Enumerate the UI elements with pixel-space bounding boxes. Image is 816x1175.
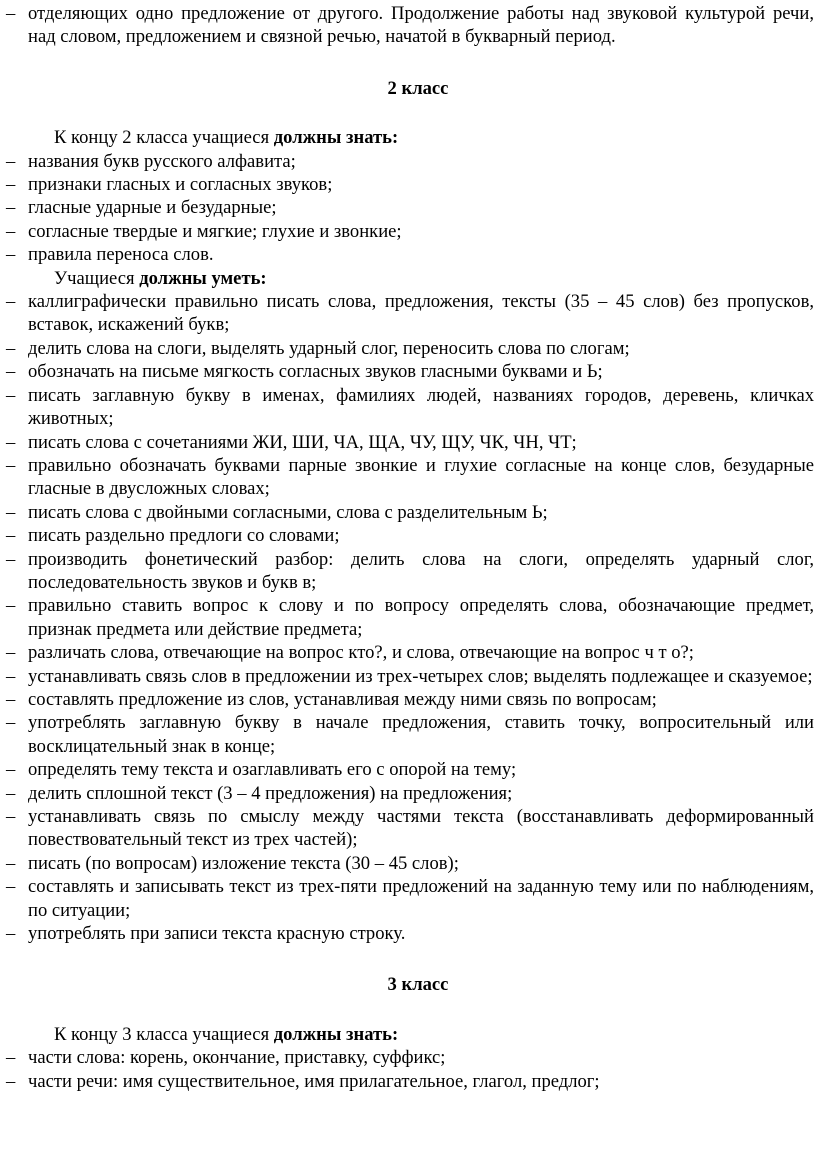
item-text: согласные твердые и мягкие; глухие и звонкие;: [28, 220, 402, 242]
list-item: [6, 337, 814, 360]
list-item: [6, 1070, 814, 1093]
bullet-dash: –: [6, 688, 16, 710]
list-item: [6, 290, 814, 337]
item-text: части речи: имя существительное, имя прилагательное, глагол, предлог;: [28, 1070, 600, 1092]
bullet-dash: –: [6, 501, 16, 523]
list-item: [6, 243, 814, 266]
item-text: различать слова, отвечающие на вопрос кто?, и слова, отвечающие на вопрос ч т о?;: [28, 642, 694, 664]
bullet-dash: –: [6, 431, 16, 453]
item-text: отделяющих одно предложение от другого. Продолжение работы над звуковой культурой речи, над словом, предложением и связной речью, начатой в букварный период.: [28, 3, 814, 48]
list-item: [6, 665, 814, 688]
bullet-dash: –: [6, 665, 16, 687]
know-list: [6, 150, 814, 267]
item-text: составлять предложение из слов, устанавливая между ними связь по вопросам;: [28, 688, 657, 710]
intro-text: Учащиеся: [54, 267, 140, 289]
item-text: писать слова с двойными согласными, слова с разделительным Ь;: [28, 501, 548, 523]
know-intro: [6, 1023, 814, 1046]
bullet-dash: –: [6, 384, 16, 406]
bullet-dash: –: [6, 782, 16, 804]
bullet-dash: –: [6, 806, 16, 827]
list-item: [6, 384, 814, 431]
bullet-dash: –: [6, 291, 16, 313]
item-text: устанавливать связь слов в предложении из трех-четырех слов; выделять подлежащее и сказуемое;: [28, 665, 813, 687]
item-text: употреблять при записи текста красную строку.: [28, 923, 406, 945]
list-item: [6, 501, 814, 524]
bullet-dash: –: [6, 876, 16, 898]
item-text: писать раздельно предлоги со словами;: [28, 525, 340, 547]
list-item: [6, 852, 814, 875]
item-text: делить сплошной текст (3 – 4 предложения) на предложения;: [28, 782, 513, 804]
bullet-dash: –: [6, 361, 16, 383]
item-text: правильно обозначать буквами парные звонкие и глухие согласные на конце слов, безударные гласные в двусложных словах;: [28, 454, 814, 500]
bullet-dash: –: [6, 712, 16, 734]
item-text: писать (по вопросам) изложение текста (30 – 45 слов);: [28, 852, 459, 874]
list-item: [6, 360, 814, 383]
list-item: [6, 641, 814, 664]
intro-text: К концу 3 класса учащиеся: [54, 1023, 274, 1045]
list-item: [6, 220, 814, 243]
bullet-dash: –: [6, 548, 16, 570]
bullet-dash: –: [6, 174, 16, 196]
bullet-dash: –: [6, 1070, 16, 1092]
section-heading-grade-3: 3 класс: [387, 974, 449, 996]
bullet-dash: –: [6, 525, 16, 547]
able-intro: [6, 267, 814, 290]
list-item: [6, 875, 814, 922]
item-text: определять тему текста и озаглавливать его с опорой на тему;: [28, 759, 517, 781]
know-list: [6, 1046, 814, 1093]
know-intro: [6, 126, 814, 149]
item-text: делить слова на слоги, выделять ударный слог, переносить слова по слогам;: [28, 337, 630, 359]
intro-bold: должны знать:: [273, 1023, 399, 1045]
item-text: составлять и записывать текст из трех-пяти предложений на заданную тему или по наблюдениям, по ситуации;: [28, 876, 814, 921]
item-text: правильно ставить вопрос к слову и по вопросу определять слова, обозначающие предмет, признак предмета или действие предмета;: [28, 595, 814, 640]
list-item: [6, 454, 814, 501]
bullet-dash: –: [6, 852, 16, 874]
bullet-dash: –: [6, 197, 16, 219]
list-item: [6, 548, 814, 595]
bullet-dash: –: [6, 595, 16, 617]
item-text: писать слова с сочетаниями ЖИ, ШИ, ЧА, ЩА, ЧУ, ЩУ, ЧК, ЧН, ЧТ;: [28, 431, 577, 453]
intro-text: К концу 2 класса учащиеся: [54, 127, 274, 149]
intro-bold: должны уметь:: [139, 267, 267, 289]
list-item: [6, 594, 814, 641]
bullet-dash: –: [6, 150, 16, 172]
list-item: [6, 1046, 814, 1069]
item-text: признаки гласных и согласных звуков;: [28, 174, 333, 196]
bullet-dash: –: [6, 759, 16, 781]
bullet-dash: –: [6, 642, 16, 664]
section-heading-grade-2: 2 класс: [387, 77, 449, 99]
item-text: гласные ударные и безударные;: [28, 197, 277, 219]
item-text: части слова: корень, окончание, приставку, суффикс;: [28, 1047, 446, 1069]
item-text: производить фонетический разбор: делить слова на слоги, определять ударный слог, последовательность звуков и букв в;: [28, 548, 814, 593]
list-item: [6, 2, 814, 49]
bullet-dash: –: [6, 244, 16, 266]
bullet-dash: –: [6, 220, 16, 242]
list-item: [6, 711, 814, 758]
intro-bold: должны знать:: [273, 127, 399, 149]
item-text: употреблять заглавную букву в начале предложения, ставить точку, вопросительный или восклицательный знак в конце;: [28, 712, 814, 757]
item-text: устанавливать связь по смыслу между частями текста (восстанавливать деформированный повествовательный текст из трех частей);: [28, 806, 814, 851]
bullet-dash: –: [6, 3, 16, 24]
list-item: [6, 782, 814, 805]
item-text: писать заглавную букву в именах, фамилиях людей, названиях городов, деревень, кличках животных;: [28, 384, 814, 430]
list-item: [6, 431, 814, 454]
able-list: [6, 290, 814, 945]
item-text: обозначать на письме мягкость согласных звуков гласными буквами и Ь;: [28, 361, 603, 383]
item-text: каллиграфически правильно писать слова, предложения, тексты (35 – 45 слов) без пропусков, вставок, искажений букв;: [28, 291, 814, 336]
list-item: [6, 150, 814, 173]
bullet-dash: –: [6, 923, 16, 945]
list-item: [6, 196, 814, 219]
list-item: [6, 922, 814, 945]
list-item: [6, 173, 814, 196]
list-item: [6, 758, 814, 781]
list-item: [6, 524, 814, 547]
list-item: [6, 688, 814, 711]
bullet-dash: –: [6, 1047, 16, 1069]
item-text: названия букв русского алфавита;: [28, 150, 296, 172]
list-item: [6, 805, 814, 852]
bullet-dash: –: [6, 337, 16, 359]
bullet-dash: –: [6, 454, 16, 476]
item-text: правила переноса слов.: [28, 244, 214, 266]
